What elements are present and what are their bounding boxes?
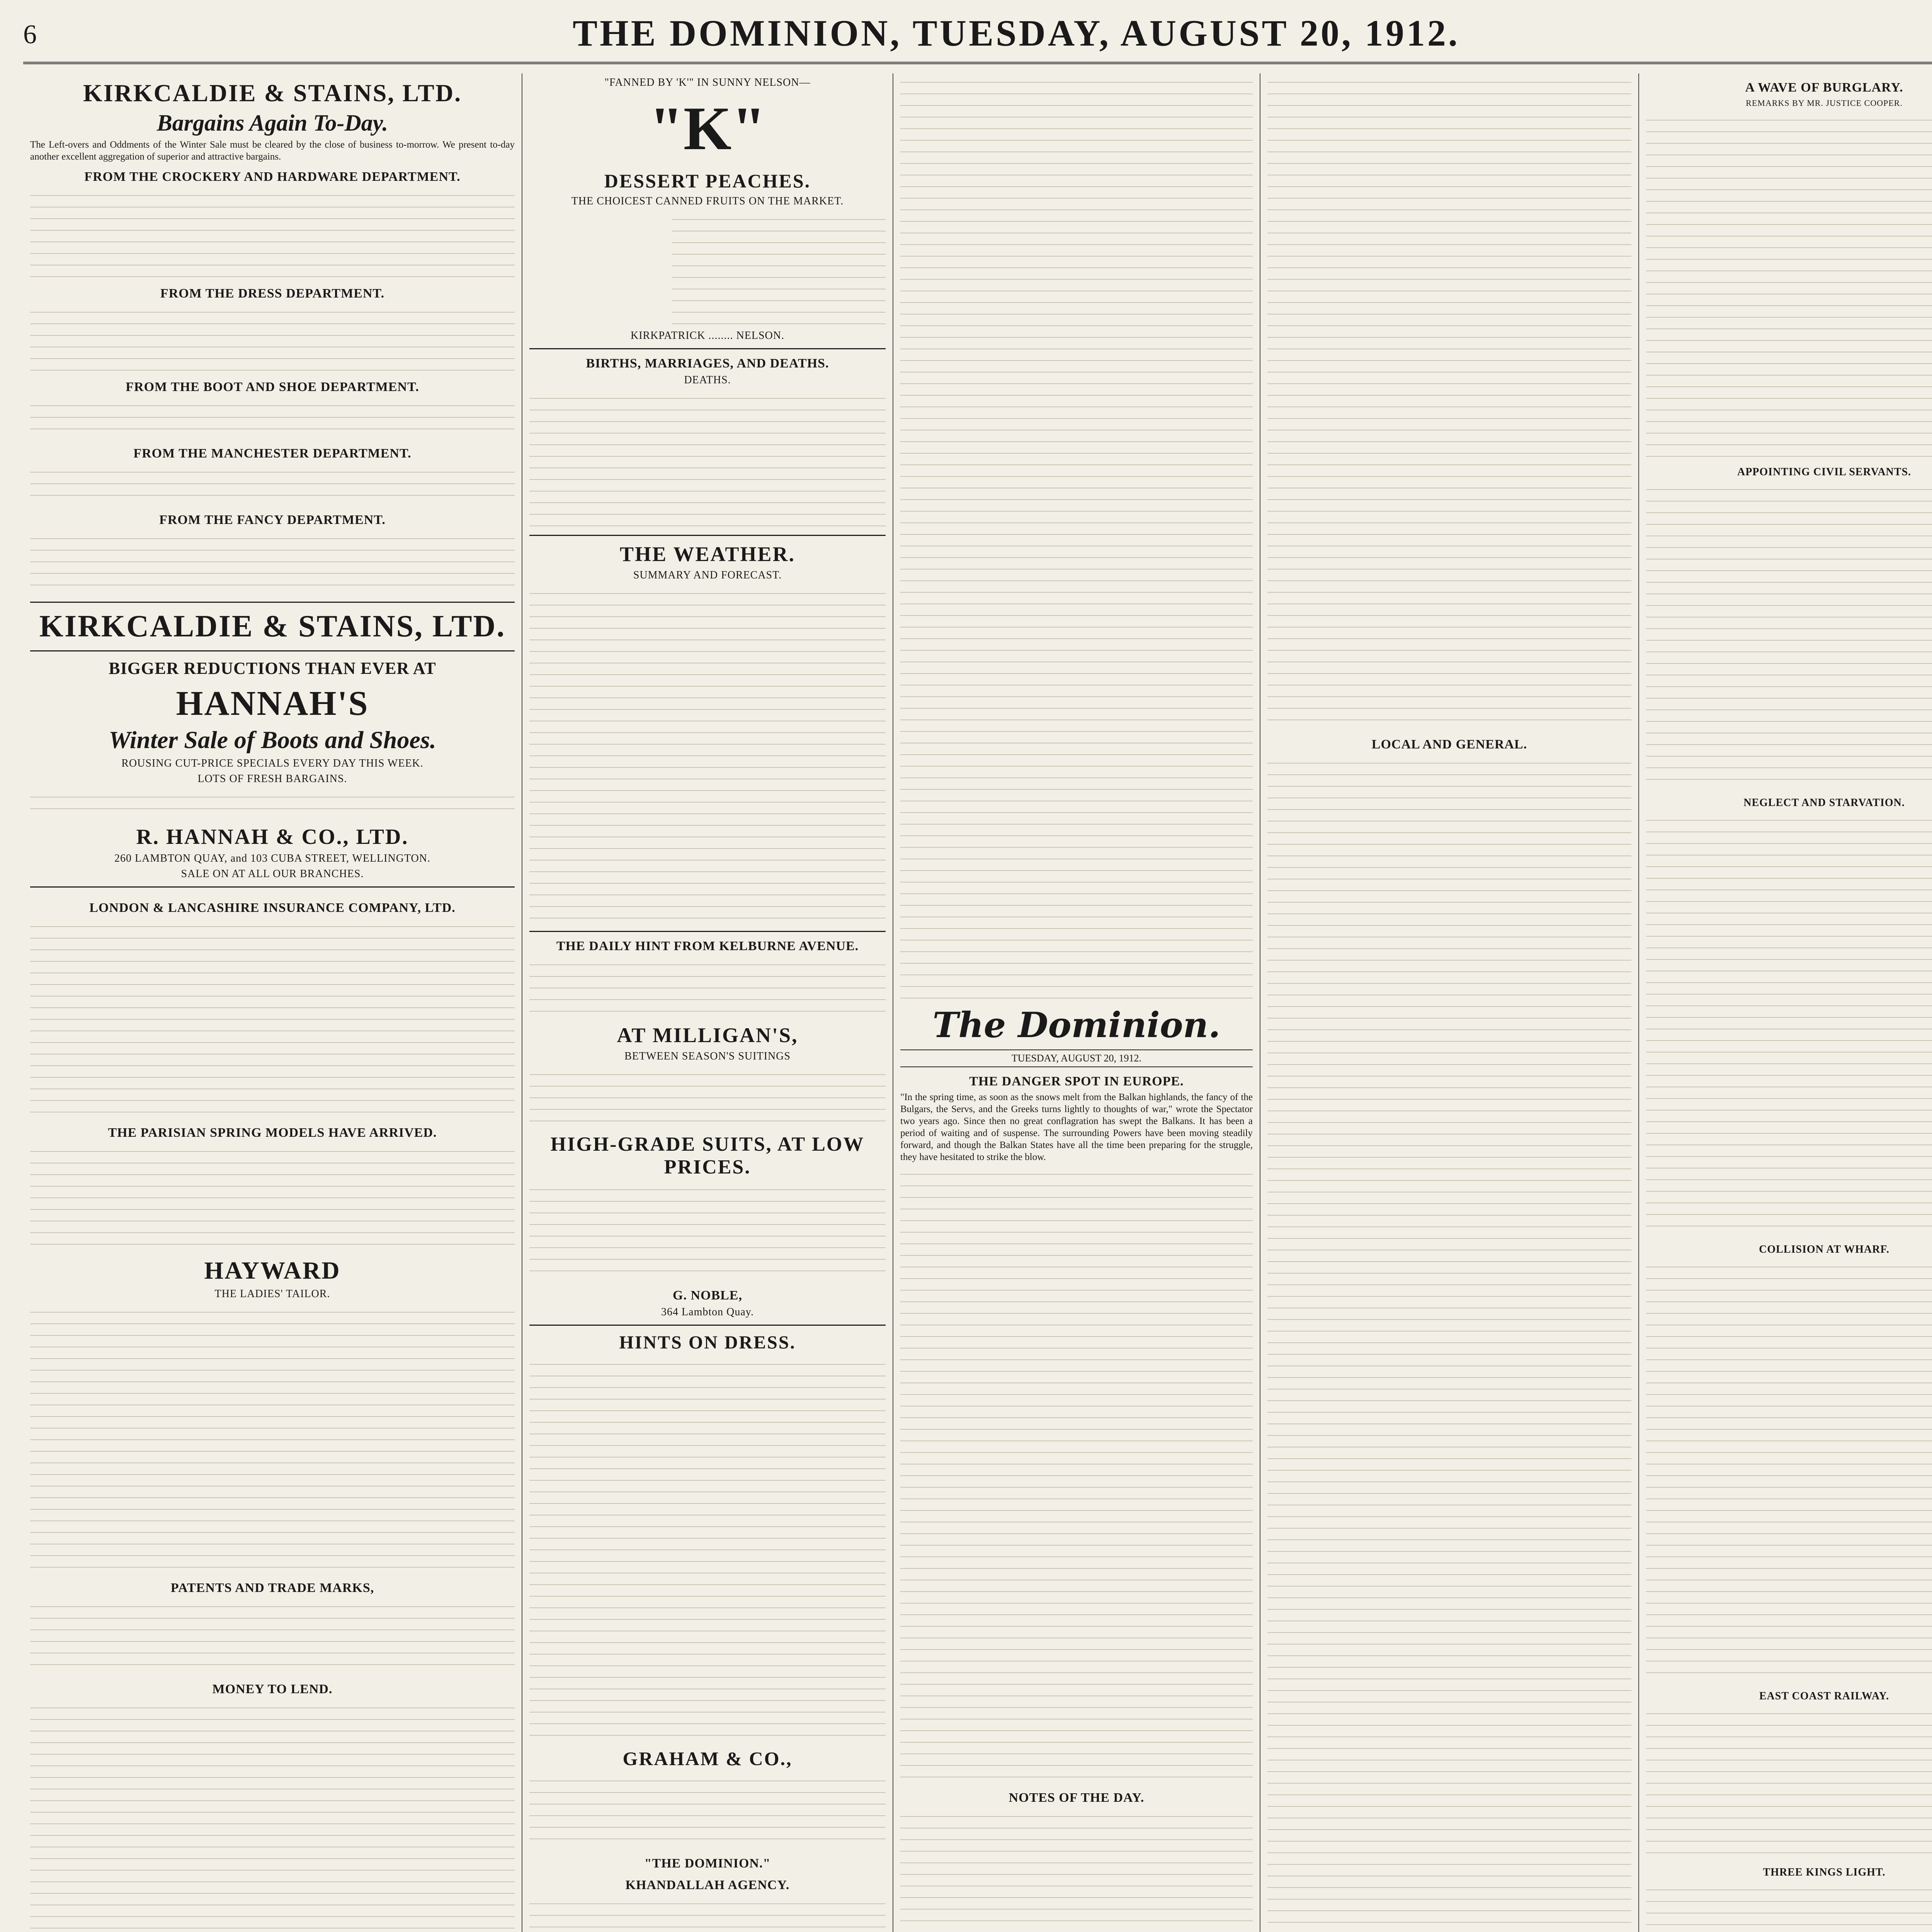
patents-heading: PATENTS AND TRADE MARKS, <box>170 1581 374 1595</box>
milligan-heading: AT MILLIGAN'S, <box>617 1024 798 1047</box>
k-intro: "FANNED BY 'K'" IN SUNNY NELSON— <box>604 77 811 88</box>
article-text <box>1646 1705 1932 1859</box>
listing-text <box>30 918 515 1119</box>
k-dessert: DESSERT PEACHES. <box>604 170 811 192</box>
divider <box>529 1325 886 1326</box>
listing-text <box>30 397 515 439</box>
article-text <box>1646 481 1932 790</box>
dept-fancy: FROM THE FANCY DEPARTMENT. <box>159 513 386 527</box>
hayward-heading: HAYWARD <box>204 1257 341 1284</box>
masthead <box>23 8 1932 64</box>
ad-left-stack <box>30 894 515 1932</box>
article-text <box>1267 754 1631 1932</box>
article-text <box>1646 1881 1932 1932</box>
article-text <box>1646 111 1932 459</box>
kirkcaldie-heading-2: KIRKCALDIE & STAINS, LTD. <box>39 609 506 643</box>
article-text <box>1646 1258 1932 1683</box>
listing-text <box>529 1181 886 1281</box>
listing-text <box>30 1303 515 1574</box>
deaths-heading: DEATHS. <box>684 374 731 386</box>
listing-text <box>30 1598 515 1675</box>
divider <box>30 886 515 888</box>
births-heading: BIRTHS, MARRIAGES, AND DEATHS. <box>586 356 829 371</box>
ad-row <box>30 894 515 1932</box>
money-heading: MONEY TO LEND. <box>212 1682 333 1696</box>
appointing-heading: APPOINTING CIVIL SERVANTS. <box>1737 466 1912 478</box>
suits-heading: HIGH-GRADE SUITS, AT LOW PRICES. <box>550 1133 865 1178</box>
listing-text <box>529 1895 886 1932</box>
weather-sub: SUMMARY AND FORECAST. <box>633 569 782 581</box>
dept-crockery: FROM THE CROCKERY AND HARDWARE DEPARTMENT. <box>84 170 461 184</box>
hannah-branches: SALE ON AT ALL OUR BRANCHES. <box>181 868 364 880</box>
column-5a <box>1646 73 1932 1932</box>
parisian-heading: THE PARISIAN SPRING MODELS HAVE ARRIVED. <box>108 1126 437 1140</box>
dept-dress: FROM THE DRESS DEPARTMENT. <box>160 286 385 301</box>
article-text <box>1267 73 1631 730</box>
listing-text <box>30 1699 515 1932</box>
newspaper-title: THE DOMINION, TUESDAY, AUGUST 20, 1912. <box>573 12 1460 54</box>
divider <box>30 650 515 651</box>
editorial-dateline: TUESDAY, AUGUST 20, 1912. <box>900 1049 1253 1067</box>
hannah-name: HANNAH'S <box>176 684 369 723</box>
column-5 <box>1638 73 1932 1932</box>
hannah-sale: Winter Sale of Boots and Shoes. <box>109 726 436 753</box>
bargains-heading: Bargains Again To-Day. <box>156 110 388 136</box>
insurance-heading: LONDON & LANCASHIRE INSURANCE COMPANY, LTD. <box>89 901 456 915</box>
article-text <box>900 1165 1253 1784</box>
listing-text <box>30 303 515 373</box>
column-4 <box>1260 73 1638 1932</box>
listing-text <box>529 956 886 1018</box>
kirkcaldie-intro: The Left-overs and Oddments of the Winter Sale must be cleared by the close of business to-morrow. We present to-day another excellent aggregation of superior and attractive bargains. <box>30 139 515 162</box>
k-signoff: KIRKPATRICK ........ NELSON. <box>630 330 784 342</box>
article-text <box>900 1808 1253 1932</box>
dominion-nameplate: The Dominion. <box>932 1005 1221 1046</box>
burglary-sub: REMARKS BY MR. JUSTICE COOPER. <box>1746 98 1903 108</box>
daily-hint: THE DAILY HINT FROM KELBURNE AVENUE. <box>556 939 859 953</box>
divider <box>529 348 886 349</box>
divider <box>30 602 515 603</box>
neglect-heading: NEGLECT AND STARVATION. <box>1743 797 1905 809</box>
noble-address: 364 Lambton Quay. <box>661 1306 754 1318</box>
noble-name: G. NOBLE, <box>673 1288 742 1303</box>
hannah-address: 260 LAMBTON QUAY, and 103 CUBA STREET, WELLINGTON. <box>114 852 430 864</box>
hannah-headline: BIGGER REDUCTIONS THAN EVER AT <box>109 659 436 678</box>
column-2 <box>522 73 893 1932</box>
listing-text <box>529 1772 886 1849</box>
listing-text <box>30 788 515 819</box>
listing-text <box>529 585 886 925</box>
weather-heading: THE WEATHER. <box>619 543 796 566</box>
lead-article-text: "In the spring time, as soon as the snows melt from the Balkan highlands, the fancy of the Bulgars, the Servs, and the Greeks turns lightly to thoughts of war," wrote the Spectator two years ago. Since then no great conflagration has swept the Balkans. It has been a period of waiting and of suspense. The surrounding Powers have been moving steadily forward, and though the Balkan States have all the time been preparing for the struggle, they have hesitated to strike the blow. <box>900 1092 1253 1162</box>
listing-text <box>30 1143 515 1251</box>
advertisement-column <box>23 73 522 1932</box>
page-number: 6 <box>23 20 37 49</box>
column-3 <box>893 73 1260 1932</box>
dept-boot: FROM THE BOOT AND SHOE DEPARTMENT. <box>126 380 419 394</box>
k-logo: "K" <box>649 94 766 163</box>
listing-text <box>672 211 886 327</box>
hannah-lots: LOTS OF FRESH BARGAINS. <box>197 773 347 785</box>
khandallah-agency: KHANDALLAH AGENCY. <box>625 1878 790 1892</box>
graham-heading: GRAHAM & CO., <box>622 1748 793 1769</box>
listing-text <box>529 1066 886 1128</box>
listing-text <box>30 187 515 279</box>
listing-text <box>30 530 515 595</box>
listing-text <box>30 463 515 506</box>
hayward-sub: THE LADIES' TAILOR. <box>214 1288 330 1300</box>
divider <box>529 535 886 536</box>
article-text <box>900 73 1253 1001</box>
hints-heading: HINTS ON DRESS. <box>619 1332 796 1353</box>
lead-article-heading: THE DANGER SPOT IN EUROPE. <box>969 1074 1184 1088</box>
local-heading: LOCAL AND GENERAL. <box>1371 737 1527 752</box>
dominion-agency: "THE DOMINION." <box>644 1856 771 1871</box>
divider <box>529 931 886 932</box>
column-5-split <box>1646 73 1932 1932</box>
hannah-line: ROUSING CUT-PRICE SPECIALS EVERY DAY THIS WEEK. <box>121 757 423 769</box>
listing-text <box>529 1355 886 1742</box>
dept-manchester: FROM THE MANCHESTER DEPARTMENT. <box>133 446 412 461</box>
collision-heading: COLLISION AT WHARF. <box>1759 1243 1889 1255</box>
k-choicest: THE CHOICEST CANNED FRUITS ON THE MARKET. <box>571 195 844 207</box>
listing-text <box>529 389 886 529</box>
notes-heading: NOTES OF THE DAY. <box>1009 1791 1145 1805</box>
kirkcaldie-heading: KIRKCALDIE & STAINS, LTD. <box>83 79 462 107</box>
hannah-company: R. HANNAH & CO., LTD. <box>136 825 409 849</box>
east-coast-heading: EAST COAST RAILWAY. <box>1759 1690 1889 1702</box>
article-text <box>1646 811 1932 1236</box>
burglary-heading: A WAVE OF BURGLARY. <box>1745 80 1903 95</box>
three-kings-heading: THREE KINGS LIGHT. <box>1763 1866 1886 1878</box>
milligan-sub: BETWEEN SEASON'S SUITINGS <box>624 1050 791 1062</box>
